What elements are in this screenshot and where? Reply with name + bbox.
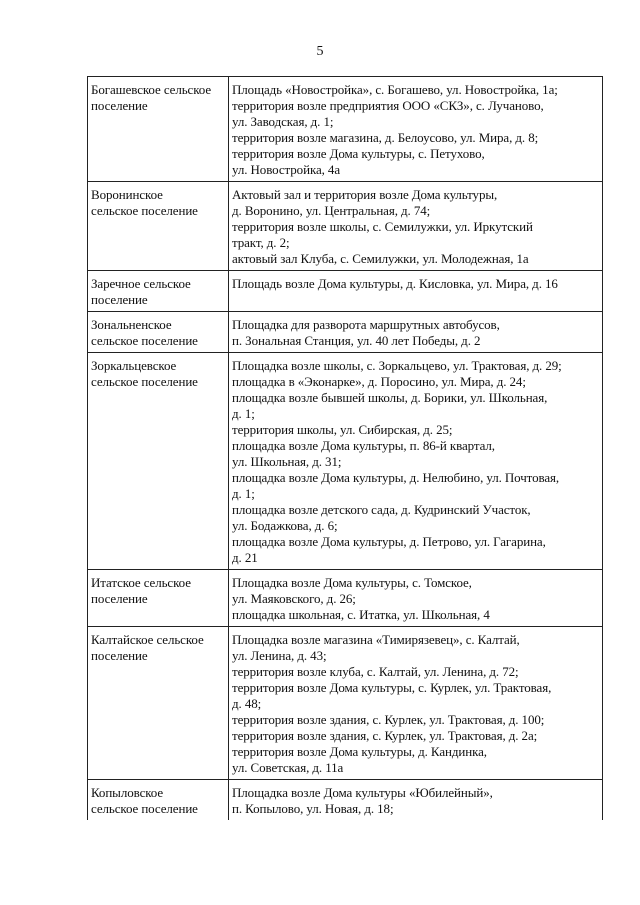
place-line: площадка школьная, с. Итатка, ул. Школьная, 4: [232, 607, 490, 622]
place-line: ул. Советская, д. 11а: [232, 760, 344, 775]
table-row: [88, 312, 603, 353]
place-line: д. 1;: [232, 406, 255, 421]
settlement-name-line: Зоркальцевское: [91, 358, 177, 373]
place-line: ул. Заводская, д. 1;: [232, 114, 334, 129]
table-row: [88, 780, 603, 821]
place-line: территория возле предприятия ООО «СКЗ», с. Лучаново,: [232, 98, 544, 113]
settlement-name-line: поселение: [91, 98, 148, 113]
place-line: ул. Ленина, д. 43;: [232, 648, 327, 663]
settlement-name-line: сельское поселение: [91, 333, 198, 348]
place-line: д. 21: [232, 550, 258, 565]
place-line: территория школы, ул. Сибирская, д. 25;: [232, 422, 453, 437]
place-line: Площадь возле Дома культуры, д. Кисловка, ул. Мира, д. 16: [232, 276, 558, 291]
table-row: [88, 627, 603, 780]
settlement-name-line: Воронинское: [91, 187, 163, 202]
settlement-cell: [88, 312, 229, 353]
settlement-name-line: Богашевское сельское: [91, 82, 211, 97]
place-line: д. 48;: [232, 696, 262, 711]
settlement-name-line: поселение: [91, 591, 148, 606]
place-line: ул. Новостройка, 4а: [232, 162, 341, 177]
place-line: ул. Бодажкова, д. 6;: [232, 518, 338, 533]
settlement-cell: [88, 780, 229, 821]
settlement-cell: [88, 353, 229, 570]
settlement-cell: [88, 271, 229, 312]
table-row: [88, 182, 603, 271]
settlement-name-line: сельское поселение: [91, 374, 198, 389]
table-body: [88, 77, 603, 821]
place-line: Площадка возле Дома культуры, с. Томское,: [232, 575, 472, 590]
settlements-table: [87, 76, 603, 820]
place-line: ул. Маяковского, д. 26;: [232, 591, 356, 606]
place-line: Площадка возле школы, с. Зоркальцево, ул. Трактовая, д. 29;: [232, 358, 562, 373]
page-number: 5: [316, 44, 324, 59]
place-line: п. Зональная Станция, ул. 40 лет Победы, д. 2: [232, 333, 481, 348]
places-cell: [229, 780, 603, 821]
place-line: тракт, д. 2;: [232, 235, 290, 250]
settlement-cell: [88, 77, 229, 182]
table-row: [88, 570, 603, 627]
place-line: Площадка для разворота маршрутных автобусов,: [232, 317, 500, 332]
place-line: площадка возле Дома культуры, д. Нелюбино, ул. Почтовая,: [232, 470, 560, 485]
table-row: [88, 77, 603, 182]
place-line: площадка возле детского сада, д. Кудринский Участок,: [232, 502, 531, 517]
place-line: Площадка возле магазина «Тимирязевец», с. Калтай,: [232, 632, 520, 647]
places-cell: [229, 353, 603, 570]
place-line: актовый зал Клуба, с. Семилужки, ул. Молодежная, 1а: [232, 251, 529, 266]
place-line: площадка возле бывшей школы, д. Борики, ул. Школьная,: [232, 390, 548, 405]
places-cell: [229, 312, 603, 353]
table-row: [88, 353, 603, 570]
places-cell: [229, 182, 603, 271]
settlement-name-line: Калтайское сельское: [91, 632, 204, 647]
places-cell: [229, 570, 603, 627]
place-line: площадка возле Дома культуры, д. Петрово, ул. Гагарина,: [232, 534, 546, 549]
place-line: территория возле здания, с. Курлек, ул. Трактовая, д. 2а;: [232, 728, 538, 743]
places-cell: [229, 77, 603, 182]
place-line: площадка возле Дома культуры, п. 86-й квартал,: [232, 438, 495, 453]
place-line: территория возле здания, с. Курлек, ул. Трактовая, д. 100;: [232, 712, 545, 727]
place-line: территория возле школы, с. Семилужки, ул. Иркутский: [232, 219, 533, 234]
settlement-cell: [88, 570, 229, 627]
place-line: территория возле Дома культуры, д. Кандинка,: [232, 744, 487, 759]
places-cell: [229, 627, 603, 780]
settlement-name-line: сельское поселение: [91, 203, 198, 218]
settlement-cell: [88, 627, 229, 780]
settlement-cell: [88, 182, 229, 271]
place-line: территория возле Дома культуры, с. Петухово,: [232, 146, 485, 161]
settlement-name-line: поселение: [91, 292, 148, 307]
settlement-name-line: Копыловское: [91, 785, 164, 800]
table-row: [88, 271, 603, 312]
place-line: Актовый зал и территория возле Дома культуры,: [232, 187, 498, 202]
place-line: территория возле клуба, с. Калтай, ул. Ленина, д. 72;: [232, 664, 519, 679]
place-line: Площадь «Новостройка», с. Богашево, ул. Новостройка, 1а;: [232, 82, 558, 97]
place-line: д. Воронино, ул. Центральная, д. 74;: [232, 203, 431, 218]
places-cell: [229, 271, 603, 312]
place-line: Площадка возле Дома культуры «Юбилейный»,: [232, 785, 493, 800]
settlement-name-line: Зональненское: [91, 317, 172, 332]
settlement-name-line: поселение: [91, 648, 148, 663]
place-line: п. Копылово, ул. Новая, д. 18;: [232, 801, 394, 816]
settlement-name-line: Заречное сельское: [91, 276, 191, 291]
settlement-name-line: сельское поселение: [91, 801, 198, 816]
place-line: территория возле Дома культуры, с. Курлек, ул. Трактовая,: [232, 680, 552, 695]
place-line: д. 1;: [232, 486, 255, 501]
place-line: территория возле магазина, д. Белоусово, ул. Мира, д. 8;: [232, 130, 539, 145]
place-line: ул. Школьная, д. 31;: [232, 454, 342, 469]
settlement-name-line: Итатское сельское: [91, 575, 191, 590]
place-line: площадка в «Эконарке», д. Поросино, ул. Мира, д. 24;: [232, 374, 526, 389]
